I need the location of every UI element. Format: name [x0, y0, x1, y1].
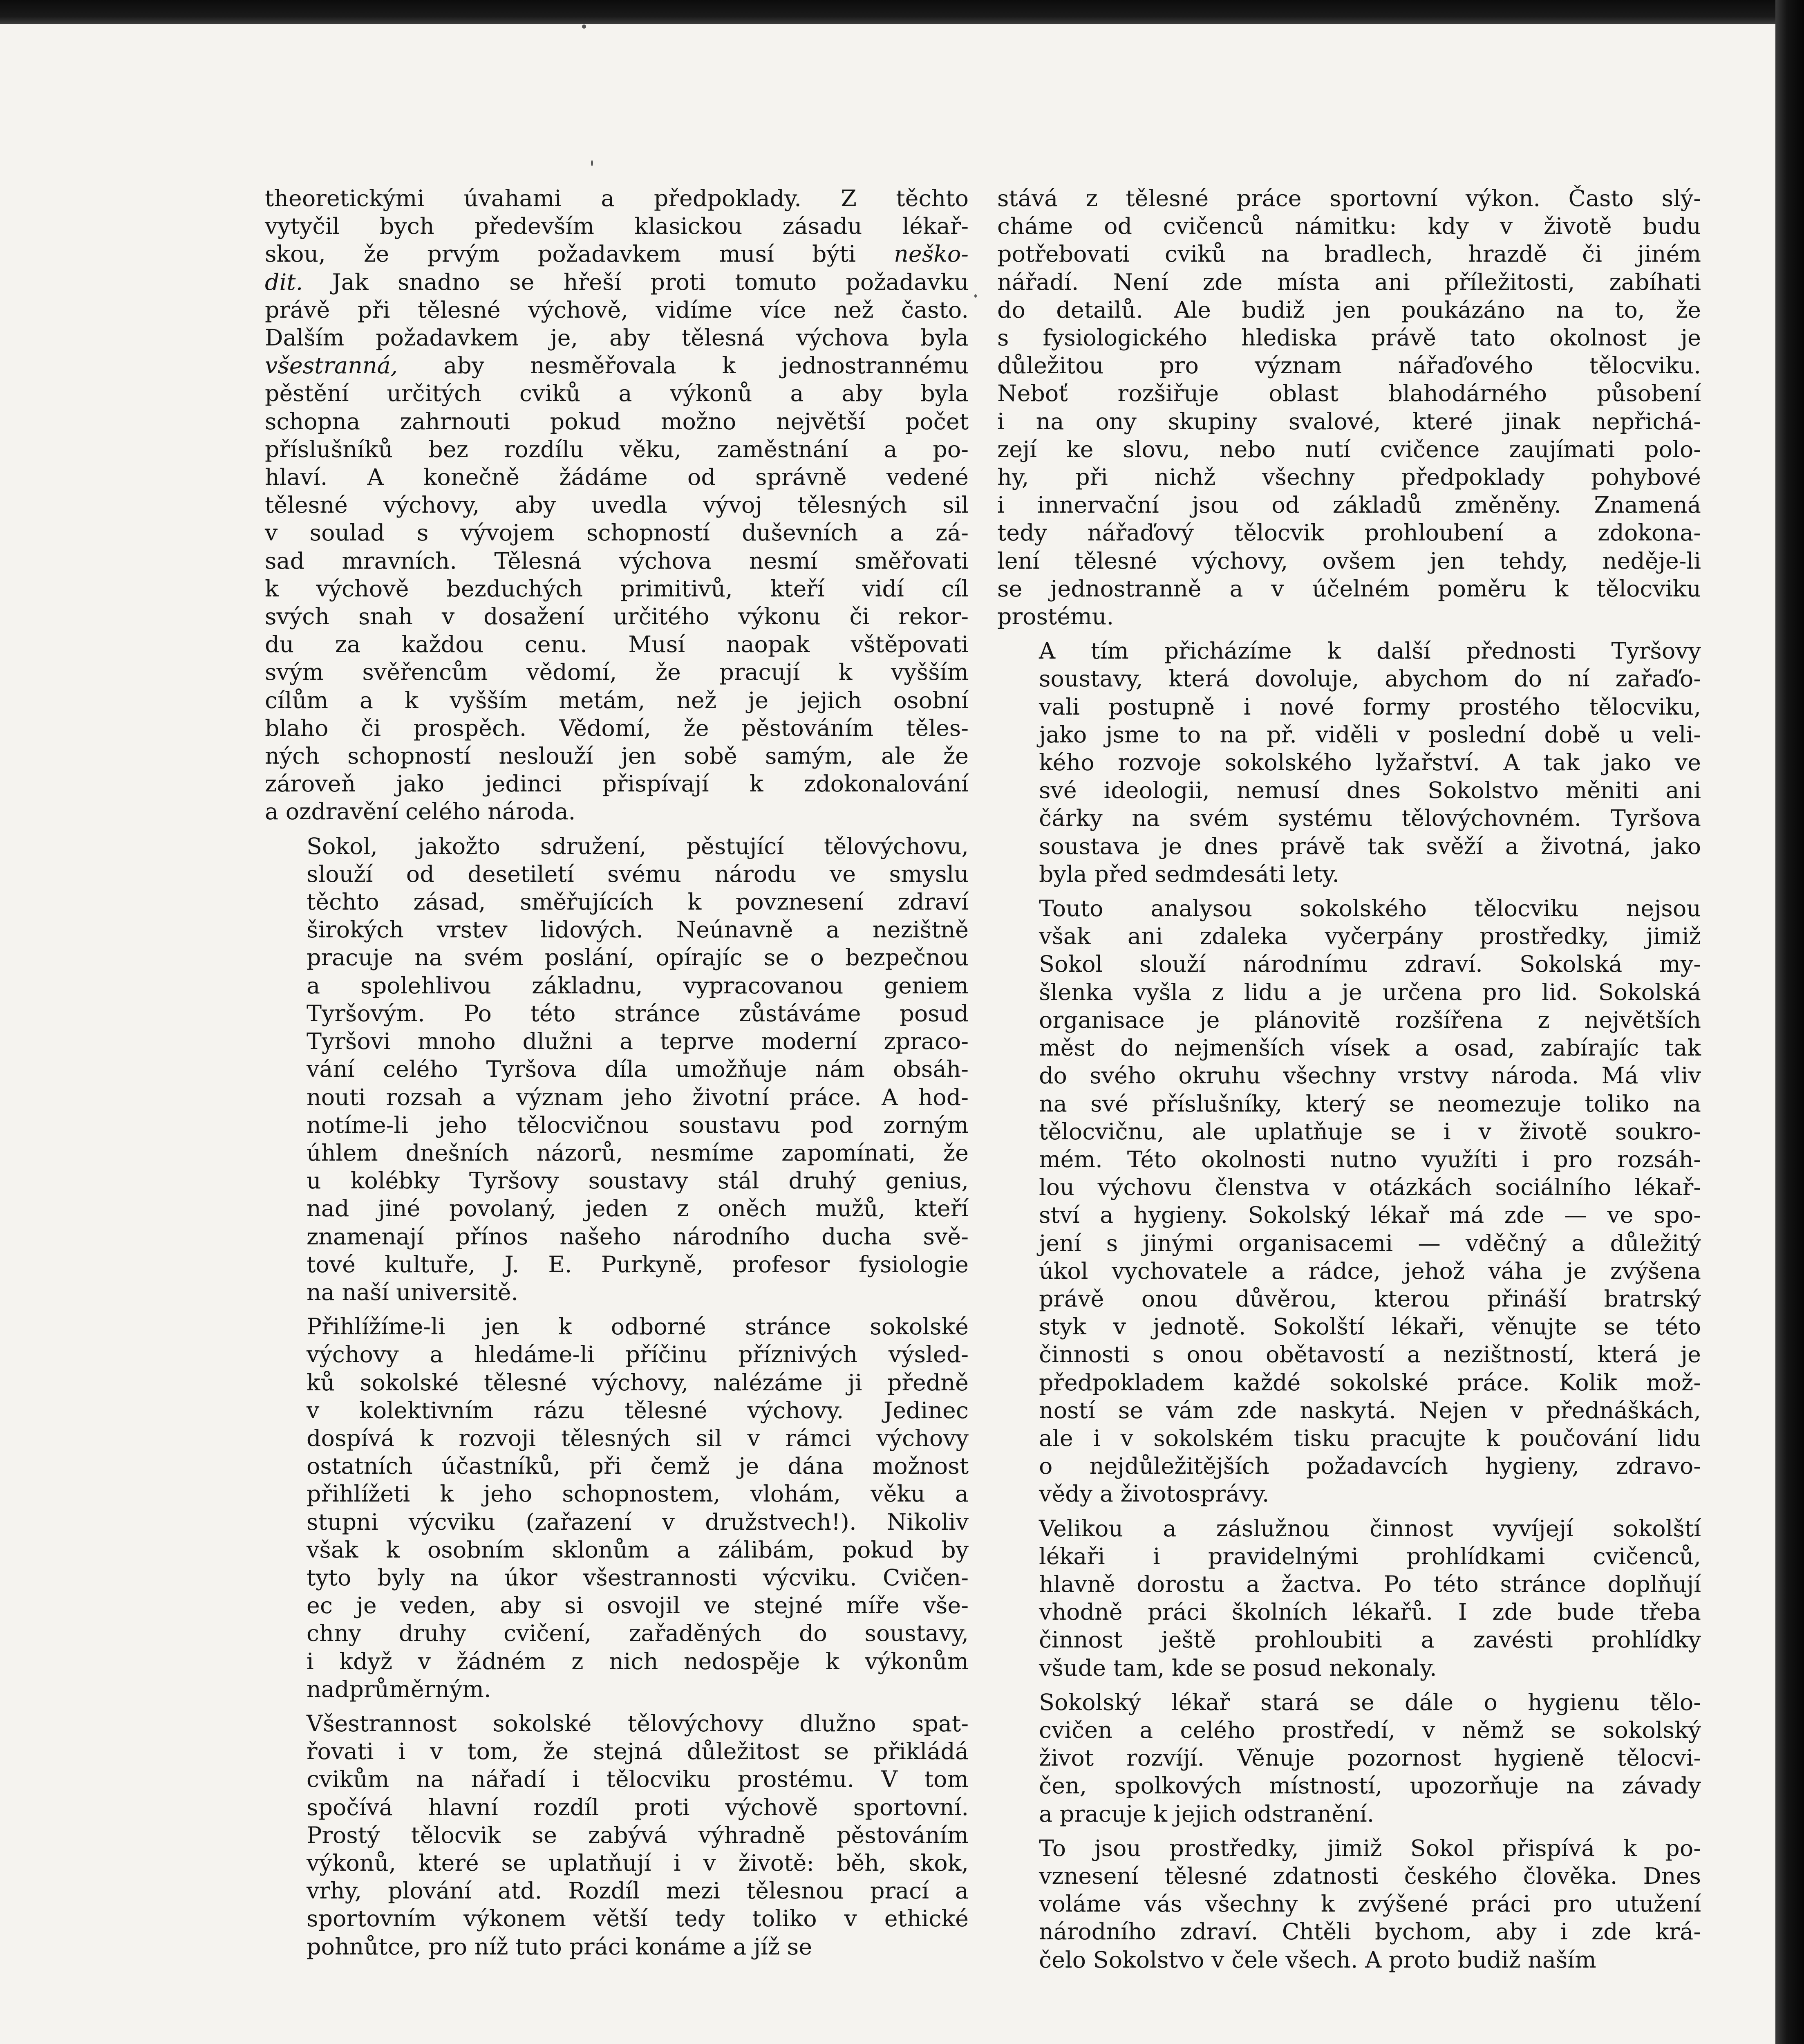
text-line: hy, při nichž všechny předpoklady pohybové	[997, 464, 1701, 491]
text-line: i na ony skupiny svalové, které jinak nepřichá-	[997, 408, 1701, 435]
text-line: důležitou pro význam nářaďového tělocviku.	[997, 352, 1701, 379]
text-line: však k osobním sklonům a zálibám, pokud by	[307, 1536, 969, 1563]
text-line: výkonů, které se uplatňují i v životě: běh, skok,	[307, 1849, 969, 1876]
text-line: na své příslušníky, který se neomezuje toliko na	[1039, 1090, 1701, 1117]
text-line: právě při tělesné výchově, vidíme více než často.	[265, 296, 969, 323]
text-line: tělocvičnu, ale uplatňuje se i v životě soukro-	[1039, 1118, 1701, 1145]
left-text-column	[265, 185, 969, 1961]
text-line: cháme od cvičenců námitku: kdy v životě budu	[997, 213, 1701, 240]
text-line: mém. Této okolnosti nutno využíti i pro rozsáh-	[1039, 1146, 1701, 1173]
scan-frame-top	[0, 0, 1804, 24]
text-line: Touto analysou sokolského tělocviku nejsou	[1039, 895, 1701, 922]
text-line: jako jsme to na př. viděli v poslední době u veli-	[1039, 721, 1701, 748]
text-line: pěstění určitých cviků a výkonů a aby byla	[265, 380, 969, 407]
text-line: dit. Jak snadno se hřeší proti tomuto požadavku	[265, 269, 969, 296]
text-line: s fysiologického hlediska právě tato okolnost je	[997, 325, 1701, 352]
text-line: styk v jednotě. Sokolští lékaři, věnujte se této	[1039, 1313, 1701, 1340]
text-line: tělesné výchovy, aby uvedla vývoj tělesných sil	[265, 492, 969, 519]
text-line: soustavy, která dovoluje, abychom do ní zařaďo-	[1039, 666, 1701, 693]
text-line: slouží od desetiletí svému národu ve smyslu	[307, 861, 969, 888]
text-line: stává z tělesné práce sportovní výkon. Často slý-	[997, 185, 1701, 212]
paragraph	[265, 833, 969, 1307]
text-line: Tyršovi mnoho dlužni a teprve moderní zpraco-	[307, 1028, 969, 1055]
text-line: lení tělesné výchovy, ovšem jen tehdy, neděje-li	[997, 547, 1701, 574]
text-line: ostatních účastníků, při čemž je dána možnost	[307, 1453, 969, 1480]
text-line: k výchově bezduchých primitivů, kteří vidí cíl	[265, 575, 969, 602]
text-line: hlaví. A konečně žádáme od správně vedené	[265, 464, 969, 491]
text-line: lou výchovu členstva v otázkách sociálního lékař-	[1039, 1174, 1701, 1201]
paragraph	[997, 1515, 1701, 1682]
paragraph	[997, 185, 1701, 631]
text-line: du za každou cenu. Musí naopak vštěpovati	[265, 631, 969, 658]
text-line: však ani zdaleka vyčerpány prostředky, jimiž	[1039, 923, 1701, 950]
paragraph	[997, 895, 1701, 1508]
text-line: v soulad s vývojem schopností duševních a zá-	[265, 520, 969, 547]
text-line: blaho či prospěch. Vědomí, že pěstováním těles-	[265, 715, 969, 742]
text-line: ností se vám zde naskytá. Nejen v přednáškách,	[1039, 1397, 1701, 1424]
text-line: notíme-li jeho tělocvičnou soustavu pod zorným	[307, 1112, 969, 1139]
text-line: nouti rozsah a význam jeho životní práce. A hod-	[307, 1084, 969, 1111]
text-line: ství a hygieny. Sokolský lékař má zde — ve spo-	[1039, 1202, 1701, 1229]
text-line: národního zdraví. Chtěli bychom, aby i zde krá-	[1039, 1918, 1701, 1945]
text-line: život rozvíjí. Věnuje pozornost hygieně tělocvi-	[1039, 1745, 1701, 1772]
text-line: To jsou prostředky, jimiž Sokol přispívá k po-	[1039, 1835, 1701, 1862]
text-line: ale i v sokolském tisku pracujte k poučování lidu	[1039, 1425, 1701, 1452]
text-line: Neboť rozšiřuje oblast blahodárného působení	[997, 380, 1701, 407]
text-line: vhodně práci školních lékařů. I zde bude třeba	[1039, 1599, 1701, 1626]
text-line: a spolehlivou základnu, vypracovanou geniem	[307, 972, 969, 999]
text-line: jení s jinými organisacemi — vděčný a důležitý	[1039, 1230, 1701, 1257]
text-line: svým svěřencům vědomí, že pracují k vyšším	[265, 659, 969, 686]
text-line: chny druhy cvičení, zařaděných do soustavy,	[307, 1620, 969, 1647]
text-line: lékaři i pravidelnými prohlídkami cvičenců,	[1039, 1543, 1701, 1570]
text-line: Sokol slouží národnímu zdraví. Sokolská my-	[1039, 951, 1701, 978]
text-line: byla před sedmdesáti lety.	[1039, 861, 1340, 888]
text-line: stupni výcviku (zařazení v družstvech!). Nikoliv	[307, 1508, 969, 1535]
text-line: ec je veden, aby si osvojil ve stejné míře vše-	[307, 1592, 969, 1619]
scan-speck	[591, 160, 593, 166]
text-line: pracuje na svém poslání, opírajíc se o bezpečnou	[307, 944, 969, 971]
text-line: příslušníků bez rozdílu věku, zaměstnání a po-	[265, 436, 969, 463]
text-line: Sokolský lékař stará se dále o hygienu tělo-	[1039, 1689, 1701, 1716]
paragraph	[265, 1710, 969, 1961]
text-line: cvikům na nářadí i tělocviku prostému. V tom	[307, 1766, 969, 1793]
scan-frame-right	[1775, 0, 1804, 2044]
text-line: voláme vás všechny k zvýšené práci pro utužení	[1039, 1891, 1701, 1918]
text-line: svých snah v dosažení určitého výkonu či rekor-	[265, 603, 969, 630]
text-line: vědy a životosprávy.	[1039, 1481, 1269, 1508]
text-line: na naší universitě.	[307, 1279, 519, 1306]
text-line: cílům a k vyšším metám, než je jejich osobní	[265, 687, 969, 714]
text-line: se jednostranně a v účelném poměru k tělocviku	[997, 575, 1701, 602]
text-line: úhlem dnešních názorů, nesmíme zapomínati, že	[307, 1139, 969, 1166]
text-line: u kolébky Tyršovy soustavy stál druhý genius,	[307, 1168, 969, 1195]
text-line: své ideologii, nemusí dnes Sokolstvo měniti ani	[1039, 777, 1701, 804]
text-line: soustava je dnes právě tak svěží a životná, jako	[1039, 833, 1701, 860]
text-line: předpokladem každé sokolské práce. Kolik mož-	[1039, 1369, 1701, 1396]
text-line: pohnůtce, pro níž tuto práci konáme a jíž se	[307, 1933, 812, 1960]
text-line: těchto zásad, směřujících k povznesení zdraví	[307, 889, 969, 916]
text-line: vání celého Tyršova díla umožňuje nám obsáh-	[307, 1056, 969, 1083]
text-line: Všestrannost sokolské tělovýchovy dlužno spat-	[307, 1710, 969, 1737]
text-line: prostému.	[997, 603, 1114, 630]
text-line: i když v žádném z nich nedospěje k výkonům	[307, 1648, 969, 1675]
text-line: výchovy a hledáme-li příčinu příznivých výsled-	[307, 1341, 969, 1368]
text-line: nadprůměrným.	[307, 1676, 491, 1703]
text-line: tedy nářaďový tělocvik prohloubení a zdokona-	[997, 520, 1701, 547]
text-line: kého rozvoje sokolského lyžařství. A tak jako ve	[1039, 749, 1701, 776]
text-line: do svého okruhu všechny vrstvy národa. Má vliv	[1039, 1062, 1701, 1089]
text-line: theoretickými úvahami a předpoklady. Z těchto	[265, 185, 969, 212]
text-line: řovati i v tom, že stejná důležitost se přikládá	[307, 1738, 969, 1765]
text-line: tyto byly na úkor všestrannosti výcviku. Cvičen-	[307, 1564, 969, 1591]
text-line: hlavně dorostu a žactva. Po této stránce doplňují	[1039, 1571, 1701, 1598]
text-line: A tím přicházíme k další přednosti Tyršovy	[1039, 638, 1701, 665]
text-line: do detailů. Ale budiž jen poukázáno na to, že	[997, 296, 1701, 323]
text-line: nad jiné povolaný, jeden z oněch mužů, kteří	[307, 1195, 969, 1222]
text-line: sad mravních. Tělesná výchova nesmí směřovati	[265, 547, 969, 574]
right-text-column	[997, 185, 1701, 1974]
text-line: potřebovati cviků na bradlech, hrazdě či jiném	[997, 241, 1701, 268]
text-line: nářadí. Není zde místa ani příležitosti, zabíhati	[997, 269, 1701, 296]
scan-speck	[974, 294, 977, 298]
text-line: spočívá hlavní rozdíl proti výchově sportovní.	[307, 1794, 969, 1821]
text-line: úkol vychovatele a rádce, jehož váha je zvýšena	[1039, 1257, 1701, 1284]
text-line: a ozdravění celého národa.	[265, 798, 576, 825]
text-line: vali postupně i nové formy prostého tělocviku,	[1039, 693, 1701, 720]
paragraph	[997, 1689, 1701, 1828]
text-line: sportovním výkonem větší tedy toliko v ethické	[307, 1905, 969, 1932]
text-line: zejí ke slovu, nebo nutí cvičence zaujímati polo-	[997, 436, 1701, 463]
text-line: vznesení tělesné zdatnosti českého člověka. Dnes	[1039, 1862, 1701, 1889]
text-line: a pracuje k jejich odstranění.	[1039, 1800, 1374, 1827]
text-line: činnosti s onou obětavostí a nezištností, která je	[1039, 1341, 1701, 1368]
text-line: i innervační jsou od základů změněny. Znamená	[997, 492, 1701, 519]
text-line: Prostý tělocvik se zabývá výhradně pěstováním	[307, 1822, 969, 1849]
text-line: Velikou a záslužnou činnost vyvíjejí sokolští	[1039, 1515, 1701, 1542]
text-line: činnost ještě prohloubiti a zavésti prohlídky	[1039, 1627, 1701, 1654]
text-line: právě onou důvěrou, kterou přináší bratrský	[1039, 1285, 1701, 1312]
text-line: ných schopností neslouží jen sobě samým, ale že	[265, 743, 969, 770]
text-line: Dalším požadavkem je, aby tělesná výchova byla	[265, 325, 969, 352]
text-line: ků sokolské tělesné výchovy, nalézáme ji předně	[307, 1369, 969, 1396]
text-line: tové kultuře, J. E. Purkyně, profesor fysiologie	[307, 1251, 969, 1278]
text-line: v kolektivním rázu tělesné výchovy. Jedinec	[307, 1397, 969, 1424]
text-line: vytyčil bych především klasickou zásadu lékař-	[265, 213, 969, 240]
text-line: znamenají přínos našeho národního ducha svě-	[307, 1223, 969, 1250]
text-line: skou, že prvým požadavkem musí býti neško-	[265, 241, 969, 268]
paragraph	[265, 185, 969, 826]
text-line: schopna zahrnouti pokud možno největší počet	[265, 408, 969, 435]
text-line: měst do nejmenších vísek a osad, zabírajíc tak	[1039, 1035, 1701, 1062]
text-line: čen, spolkových místností, upozorňuje na závady	[1039, 1773, 1701, 1800]
text-line: zároveň jako jedinci přispívají k zdokonalování	[265, 771, 969, 798]
text-line: Tyršovým. Po této stránce zůstáváme posud	[307, 1000, 969, 1027]
text-line: Přihlížíme-li jen k odborné stránce sokolské	[307, 1313, 969, 1340]
text-line: přihlížeti k jeho schopnostem, vlohám, věku a	[307, 1481, 969, 1508]
text-line: dospívá k rozvoji tělesných sil v rámci výchovy	[307, 1425, 969, 1452]
paragraph	[265, 1313, 969, 1703]
text-line: všude tam, kde se posud nekonaly.	[1039, 1654, 1437, 1681]
text-line: o nejdůležitějších požadavcích hygieny, zdravo-	[1039, 1453, 1701, 1480]
text-line: organisace je plánovitě rozšířena z největších	[1039, 1006, 1701, 1033]
text-line: širokých vrstev lidových. Neúnavně a nezištně	[307, 917, 969, 944]
paragraph	[997, 637, 1701, 888]
text-line: vrhy, plování atd. Rozdíl mezi tělesnou prací a	[307, 1878, 969, 1905]
text-line: Sokol, jakožto sdružení, pěstující tělovýchovu,	[307, 833, 969, 860]
text-line: čelo Sokolstvo v čele všech. A proto budiž naším	[1039, 1946, 1596, 1973]
scan-speck	[582, 25, 586, 29]
text-line: čárky na svém systému tělovýchovném. Tyršova	[1039, 805, 1701, 832]
paragraph	[997, 1835, 1701, 1974]
text-line: šlenka vyšla z lidu a je určena pro lid. Sokolská	[1039, 979, 1701, 1006]
text-line: všestranná, aby nesměřovala k jednostrannému	[265, 352, 969, 379]
text-line: cvičen a celého prostředí, v němž se sokolský	[1039, 1717, 1701, 1744]
